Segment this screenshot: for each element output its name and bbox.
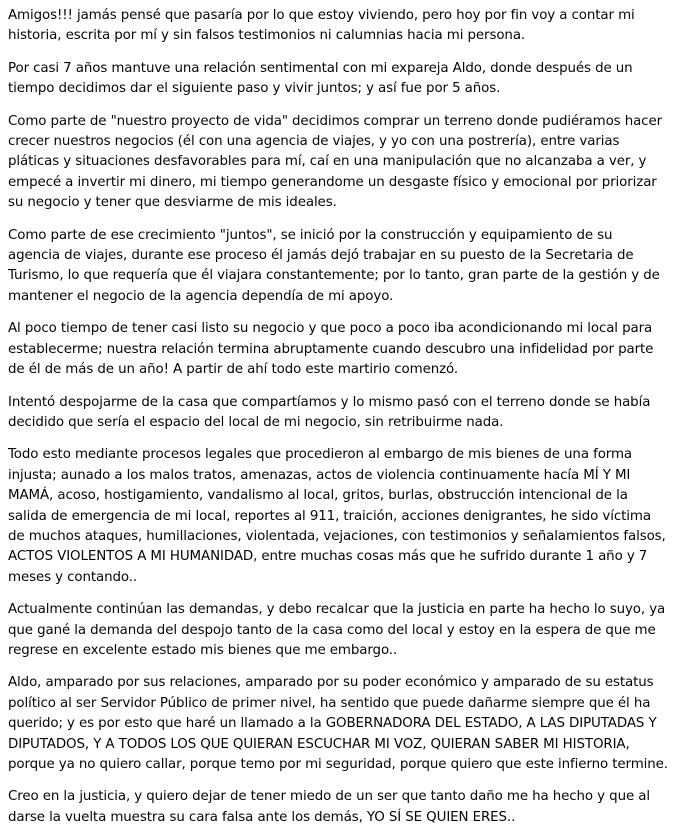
post-paragraph: Todo esto mediante procesos legales que procedieron al embargo de mis bienes de una forma injusta; aunado a los malos tratos, amenazas, actos de violencia continuamente hacía MÍ Y MI MAMÁ, acoso, hostigamiento, vandalismo al local, gritos, burlas, obstrucción intencional de la salida de emergencia de mi local, reportes al 911, traición, acciones denigrantes, he sido víctima de muchos ataques, humillaciones, violentada, vejaciones, con testimonios y señalamientos falsos, ACTOS VIOLENTOS A MI HUMANIDAD, entre muchas cosas más que he sufrido durante 1 año y 7 meses y contando.. bbox=[8, 447, 666, 585]
post-paragraph: Al poco tiempo de tener casi listo su negocio y que poco a poco iba acondicionando mi local para establecerme; nuestra relación termina abruptamente cuando descubro una infidelidad por parte de él de más de un año! A partir de ahí todo este martirio comenzó. bbox=[8, 321, 654, 378]
post-paragraph: Amigos!!! jamás pensé que pasaría por lo que estoy viviendo, pero hoy por fin voy a contar mi historia, escrita por mí y sin falsos testimonios ni calumnias hacia mi persona. bbox=[8, 8, 635, 44]
post-paragraph: Intentó despojarme de la casa que compartíamos y lo mismo pasó con el terreno donde se había decidido que sería el espacio del local de mi negocio, sin retribuirme nada. bbox=[8, 394, 651, 430]
post-paragraph: Aldo, amparado por sus relaciones, amparado por su poder económico y amparado de su estatus político al ser Servidor Público de primer nivel, ha sentido que puede dañarme siempre que él ha querido; y es por esto que haré un llamado a la GOBERNADORA DEL ESTADO, A LAS DIPUTADAS Y DIPUTADOS, Y A TODOS LOS QUE QUIERAN ESCUCHAR MI VOZ, QUIERAN SABER MI HISTORIA, porque ya no quiero callar, porque temo por mi seguridad, porque quiero que este infierno termine. bbox=[8, 675, 668, 772]
post-paragraph: Creo en la justicia, y quiero dejar de tener miedo de un ser que tanto daño me ha hecho y que al darse la vuelta muestra su cara falsa ante los demás, YO SÍ SE QUIEN ERES.. bbox=[8, 789, 650, 825]
post-paragraph: Por casi 7 años mantuve una relación sentimental con mi expareja Aldo, donde después de un tiempo decidimos dar el siguiente paso y vivir juntos; y así fue por 5 años. bbox=[8, 60, 633, 97]
post-paragraph: Como parte de ese crecimiento "juntos", se inició por la construcción y equipamiento de su agencia de viajes, durante ese proceso él jamás dejó trabajar en su puesto de la Secretaria de Turismo, lo que requería que él viajara constantemente; por lo tanto, gran parte de la gestión y de mantener el negocio de la agencia dependía de mi apoyo. bbox=[8, 227, 660, 304]
post-paragraph: Como parte de "nuestro proyecto de vida" decidimos comprar un terreno donde pudiéramos hacer crecer nuestros negocios (él con una agencia de viajes, y yo con una postrería), entre varias pláticas y situaciones desfavorables para mí, caí en una manipulación que no alcanzaba a ver, y empecé a invertir mi dinero, mi tiempo generandome un desgaste físico y emocional por priorizar su negocio y tener que desviarme de mis ideales. bbox=[8, 113, 662, 211]
post-paragraph: Actualmente continúan las demandas, y debo recalcar que la justicia en parte ha hecho lo suyo, ya que gané la demanda del despojo tanto de la casa como del local y estoy en la espera de que me regrese en excelente estado mis bienes que me embargo.. bbox=[8, 602, 666, 658]
